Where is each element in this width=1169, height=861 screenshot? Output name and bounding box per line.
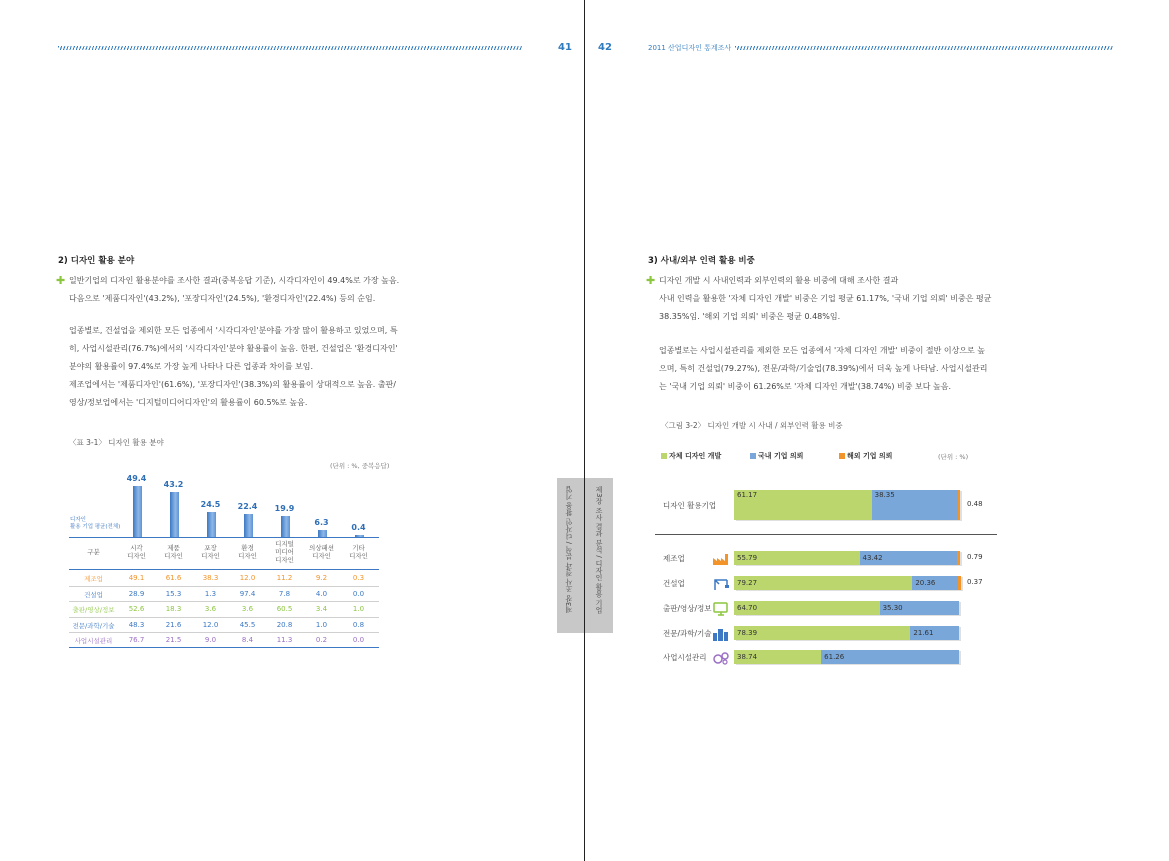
average-bar-label: 22.4 bbox=[237, 501, 258, 511]
buildings-icon bbox=[712, 626, 730, 645]
average-bar bbox=[318, 530, 327, 537]
table-row-divider bbox=[69, 617, 379, 618]
bar-value-label: 0.48 bbox=[967, 500, 983, 508]
average-bar-label: 6.3 bbox=[314, 518, 329, 528]
average-bar bbox=[355, 535, 364, 537]
bar-segment bbox=[734, 576, 912, 590]
table-row-label: 전문/과학/기술 bbox=[72, 621, 115, 630]
average-bar bbox=[170, 492, 179, 537]
column-header: 의상패션 디자인 bbox=[308, 544, 335, 560]
legend-label: 해외 기업 의뢰 bbox=[847, 452, 893, 460]
column-header: 제품 디자인 bbox=[164, 544, 183, 560]
category-label: 디자인 활용기업 bbox=[663, 501, 717, 510]
table-cell: 15.3 bbox=[165, 589, 182, 598]
category-label: 전문/과학/기술 bbox=[663, 629, 712, 638]
table-cell: 21.6 bbox=[165, 620, 182, 629]
left-side-tab-text: 제3장 조사 결과 분석 / 디자인 활용 기업 bbox=[565, 486, 573, 614]
left-section-title: 2) 디자인 활용 분야 bbox=[58, 256, 135, 266]
legend-label: 자체 디자인 개발 bbox=[669, 452, 722, 460]
table-cell: 21.5 bbox=[165, 636, 182, 644]
table-bottom-rule bbox=[69, 647, 379, 648]
table-row-divider bbox=[69, 601, 379, 602]
table-header-row bbox=[69, 540, 379, 568]
category-label: 사업시설관리 bbox=[663, 653, 707, 662]
table-row-label: 건설업 bbox=[84, 590, 103, 599]
legend-swatch bbox=[839, 453, 845, 459]
right-header-rule bbox=[735, 46, 1113, 50]
stacked-bar-chart bbox=[655, 485, 1015, 675]
table-cell: 48.3 bbox=[128, 620, 145, 629]
legend-swatch bbox=[661, 453, 667, 459]
table-cell: 1.3 bbox=[204, 589, 217, 598]
legend-label: 국내 기업 의뢰 bbox=[758, 452, 804, 460]
table-row-label: 제조업 bbox=[84, 575, 103, 583]
column-header: 기타 디자인 bbox=[349, 544, 368, 560]
bar-segment bbox=[958, 576, 961, 590]
bar-value-label: 61.26 bbox=[824, 653, 845, 661]
table-cell: 0.2 bbox=[315, 636, 328, 644]
chart-divider bbox=[655, 534, 997, 535]
bar-value-label: 55.79 bbox=[737, 554, 758, 562]
table-cell: 3.6 bbox=[204, 605, 217, 613]
bar-segment bbox=[958, 490, 961, 520]
monitor-icon bbox=[712, 601, 730, 620]
left-paragraph-1: 일반기업의 디자인 활용분야를 조사한 결과(중복응답 기준), 시각디자인이 49.4%로 가장 높음. 다음으로 '제품디자인'(43.2%), '포장디자인'(24.5%), '환경디자인'(22.4%) 등의 순임. bbox=[69, 276, 400, 303]
table-cell: 49.1 bbox=[128, 574, 145, 582]
table-cell: 12.0 bbox=[239, 574, 256, 582]
bar-value-label: 21.61 bbox=[913, 629, 934, 637]
bar-value-label: 61.17 bbox=[737, 491, 758, 499]
table-cell: 60.5 bbox=[276, 605, 293, 613]
left-page-number: 41 bbox=[558, 42, 572, 53]
table-unit: (단위 : %, 중복응답) bbox=[330, 462, 390, 470]
category-label: 출판/영상/정보 bbox=[663, 604, 712, 613]
table-cell: 0.3 bbox=[352, 574, 365, 582]
legend-swatch bbox=[750, 453, 756, 459]
table-cell: 38.3 bbox=[202, 574, 219, 582]
table-cell: 28.9 bbox=[128, 589, 145, 598]
table-cell: 9.0 bbox=[204, 636, 217, 644]
table-body bbox=[69, 570, 379, 648]
table-cell: 1.0 bbox=[315, 620, 328, 629]
average-bar-label: 24.5 bbox=[200, 499, 221, 509]
column-header-label: 구분 bbox=[87, 548, 100, 556]
table-cell: 1.0 bbox=[352, 605, 365, 613]
left-header-rule bbox=[58, 46, 522, 50]
table-cell: 0.8 bbox=[352, 620, 365, 629]
table-cell: 3.6 bbox=[241, 605, 254, 613]
bar-value-label: 35.30 bbox=[882, 604, 903, 612]
bar-value-label: 64.70 bbox=[737, 604, 758, 612]
table-row-label: 사업시설관리 bbox=[74, 637, 113, 645]
average-bar-label: 43.2 bbox=[163, 480, 184, 490]
table-cell: 0.0 bbox=[352, 636, 365, 644]
column-header: 디지털 미디어 디자인 bbox=[275, 540, 294, 564]
bar-value-label: 0.79 bbox=[967, 553, 983, 561]
gears-icon bbox=[712, 650, 730, 669]
average-bar-chart bbox=[118, 470, 380, 537]
column-header: 환경 디자인 bbox=[238, 544, 257, 560]
right-side-tab bbox=[585, 478, 613, 633]
bar-value-label: 38.35 bbox=[874, 491, 895, 499]
figure-caption: 〈그림 3-2〉 디자인 개발 시 사내 / 외부인력 활용 비중 bbox=[661, 421, 843, 430]
average-label: 디자인 활용 기업 평균(전체) bbox=[70, 517, 121, 530]
left-bullet-icon: ✚ bbox=[56, 274, 66, 287]
average-bar-label: 0.4 bbox=[351, 523, 366, 532]
column-header: 포장 디자인 bbox=[201, 544, 220, 560]
factory-icon bbox=[712, 551, 730, 570]
average-bar bbox=[133, 486, 142, 537]
bar-value-label: 43.42 bbox=[862, 554, 883, 562]
table-cell: 12.0 bbox=[202, 620, 219, 629]
table-cell: 97.4 bbox=[239, 589, 256, 598]
average-bar bbox=[244, 514, 253, 537]
category-label: 제조업 bbox=[663, 554, 685, 563]
table-caption: 〈표 3-1〉 디자인 활용 분야 bbox=[69, 438, 164, 447]
table-cell: 9.2 bbox=[315, 574, 328, 582]
page-spine bbox=[584, 0, 585, 861]
right-section-title: 3) 사내/외부 인력 활용 비중 bbox=[648, 256, 755, 266]
right-page-number: 42 bbox=[598, 42, 612, 53]
table-cell: 0.0 bbox=[352, 589, 365, 598]
right-bullet-icon: ✚ bbox=[646, 274, 656, 287]
table-cell: 8.4 bbox=[241, 636, 254, 644]
bar-value-label: 78.39 bbox=[737, 629, 758, 637]
bar-segment bbox=[957, 551, 960, 565]
average-bar bbox=[207, 512, 216, 537]
right-paragraph-1: 디자인 개발 시 사내인력과 외부인력의 활용 비중에 대해 조사한 결과 사내 인력을 활용한 '자체 디자인 개발' 비중은 기업 평균 61.17%, '국내 기업 의뢰' 비중은 평균 38.35%임. '해외 기업 의뢰' 비중은 평균 0.48%임. bbox=[659, 276, 992, 321]
right-paragraph-2: 업종별로는 사업시설관리를 제외한 모든 업종에서 '자체 디자인 개발' 비중이 절반 이상으로 높 으며, 특히 건설업(79.27%), 전문/과학/기술업(78.39%)에서 더욱 높게 나타남. 사업시설관리 는 '국내 기업 의뢰' 비중이 61.26%로 '자체 디자인 개발'(38.74%) 비중 보다 높음. bbox=[659, 346, 988, 391]
left-paragraph-2: 업종별로, 건설업을 제외한 모든 업종에서 '시각디자인'분야를 가장 많이 활용하고 있었으며, 특 히, 사업시설관리(76.7%)에서의 '시각디자인'분야 활용률이 높음. 한편, 건설업은 '환경디자인' 분야의 활용률이 97.4%로 가장 높게 나타나 다른 업종과 차이를 보임. 제조업에서는 '제품디자인'(61.6%), '포장디자인'(38.3%)의 활용률이 상대적으로 높음. 출판/ 영상/정보업에서는 '디지털미디어디자인'의 활용률이 60.5%로 높음. bbox=[69, 326, 398, 407]
figure-unit: (단위 : %) bbox=[938, 453, 969, 461]
table-cell: 20.8 bbox=[276, 620, 293, 629]
left-side-tab bbox=[557, 478, 584, 633]
average-bar bbox=[281, 516, 290, 537]
table-row-label: 출판/영상/정보 bbox=[72, 606, 115, 614]
bar-segment bbox=[734, 626, 910, 640]
category-label: 건설업 bbox=[663, 579, 685, 588]
table-cell: 11.3 bbox=[276, 636, 293, 644]
table-row-divider bbox=[69, 586, 379, 587]
right-side-tab-text: 제3장 조사 결과 분석 / 디자인 활용 기업 bbox=[595, 486, 603, 614]
average-bar-label: 19.9 bbox=[274, 504, 295, 514]
table-cell: 18.3 bbox=[165, 605, 182, 613]
table-cell: 45.5 bbox=[239, 620, 256, 629]
table-cell: 11.2 bbox=[276, 574, 293, 582]
table-top-rule bbox=[69, 537, 379, 538]
bar-value-label: 20.36 bbox=[915, 579, 936, 587]
table-cell: 61.6 bbox=[165, 574, 182, 582]
column-header: 시각 디자인 bbox=[127, 544, 146, 560]
bar-value-label: 79.27 bbox=[737, 579, 758, 587]
table-row-divider bbox=[69, 632, 379, 633]
table-cell: 7.8 bbox=[278, 589, 291, 598]
table-cell: 4.0 bbox=[315, 589, 328, 598]
bar-value-label: 38.74 bbox=[737, 653, 758, 661]
running-title: 2011 산업디자인 통계조사 bbox=[648, 44, 732, 52]
average-bar-label: 49.4 bbox=[126, 473, 147, 483]
bar-value-label: 0.37 bbox=[967, 578, 983, 586]
table-cell: 52.6 bbox=[128, 605, 145, 613]
table-cell: 3.4 bbox=[315, 605, 328, 613]
crane-icon bbox=[712, 576, 730, 595]
table-cell: 76.7 bbox=[128, 636, 145, 644]
